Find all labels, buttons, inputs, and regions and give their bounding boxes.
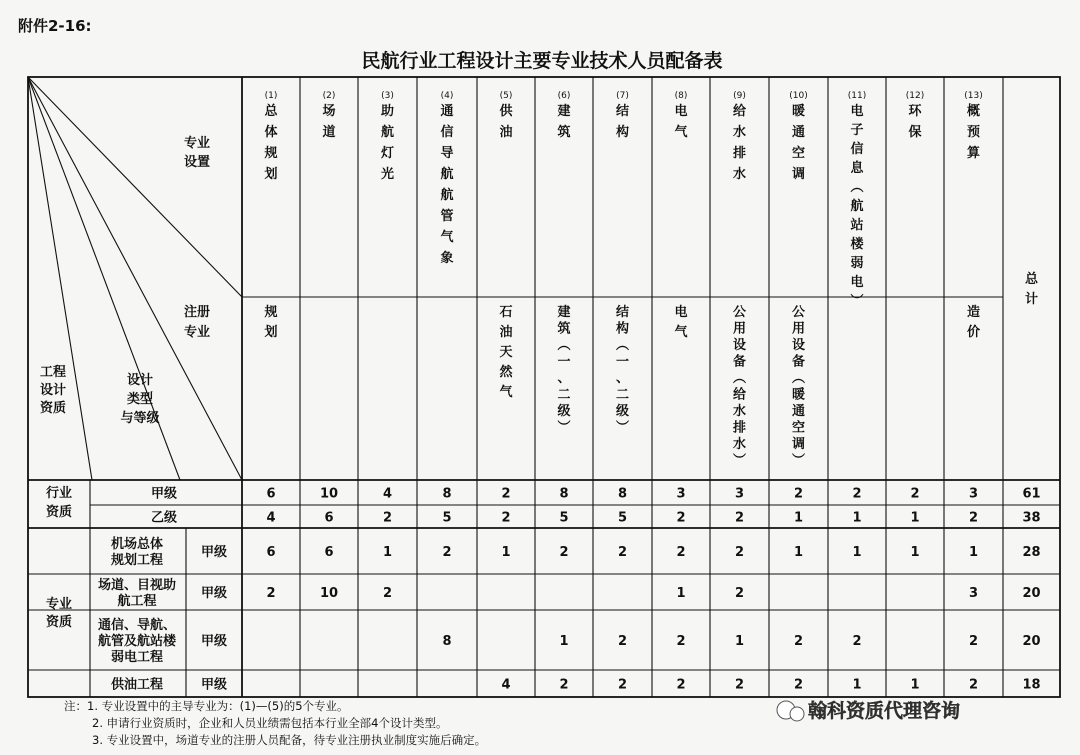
column-number: (8): [674, 91, 688, 101]
column-registered-char: 水: [732, 437, 747, 452]
table-cell-value: 6: [324, 545, 334, 560]
table-cell-value: 2: [734, 545, 745, 560]
column-registered-char: 公: [732, 305, 747, 320]
specialty-qual-2: 资质: [45, 615, 73, 630]
table-cell-value: 5: [617, 510, 628, 526]
column-registered-char: 设: [791, 338, 806, 353]
table-cell-value: 6: [324, 510, 334, 526]
table-cell-value: 3: [968, 486, 979, 502]
industry-qual-2: 资质: [45, 505, 73, 520]
column-headers: [263, 91, 1039, 469]
column-name-char: 规: [264, 146, 278, 161]
table-line: [28, 77, 242, 297]
column-registered-char: 排: [732, 420, 747, 436]
column-registered-char: 划: [264, 325, 278, 340]
column-name-char: 预: [966, 125, 981, 140]
table-cell-value: 1: [910, 545, 920, 560]
column-name-char: 助: [380, 104, 395, 119]
column-name: [908, 103, 922, 140]
table-cell-value: 1: [852, 545, 862, 560]
column-name-char: 调: [791, 167, 806, 182]
column-name-char: 弱: [850, 256, 864, 271]
table-cell-value: 20: [1022, 634, 1041, 649]
column-registered: [616, 304, 629, 436]
column-name-char: 管: [440, 209, 454, 224]
column-name-char: 水: [732, 125, 747, 140]
column-name-char: 电: [850, 275, 864, 290]
note-2: 2. 申请行业资质时，企业和人员业绩需包括本行业全部4个设计类型。: [92, 716, 448, 730]
table-cell-value: 2: [734, 586, 745, 601]
column-name: [850, 103, 864, 309]
attachment-label: 附件2-16:: [18, 17, 92, 35]
column-name-char: ︵: [850, 180, 864, 195]
table-cell-value: 28: [1022, 545, 1041, 560]
column-name-char: 建: [557, 104, 571, 119]
column-name-char: 通: [791, 125, 806, 140]
specialty-qual-1: 专业: [45, 597, 73, 612]
table-cell-value: 2: [852, 486, 862, 502]
column-registered-char: 筑: [557, 321, 571, 337]
table-cell-value: 38: [1022, 510, 1041, 526]
column-name-char: 航: [850, 199, 864, 214]
table-cell-value: 5: [442, 510, 452, 526]
column-registered-char: 电: [674, 305, 688, 320]
table-cell-value: 2: [793, 486, 804, 502]
column-total-char: 计: [1024, 292, 1039, 307]
table-values: [266, 487, 1040, 693]
column-name: [322, 103, 335, 140]
table-cell-value: 1: [852, 510, 862, 526]
column-name-char: 结: [615, 104, 630, 119]
table-cell-value: 20: [1022, 586, 1041, 601]
table-cell-value: 3: [734, 486, 745, 502]
column-registered-char: 给: [732, 387, 747, 403]
table-cell-value: 8: [559, 486, 569, 502]
corner-type-3: 与等级: [120, 411, 160, 426]
table-cell-value: 2: [968, 510, 979, 526]
column-registered-char: 气: [499, 385, 513, 400]
column-name-char: 光: [380, 167, 395, 182]
column-name-char: 电: [674, 104, 688, 119]
watermark: [777, 699, 960, 722]
column-name-char: 保: [908, 125, 922, 140]
corner-specialty-2: 设置: [183, 155, 211, 170]
table-cell-value: 2: [676, 634, 686, 649]
column-name-char: 息: [850, 161, 864, 176]
table-cell-value: 2: [559, 545, 569, 560]
specialty-grade: 甲级: [200, 634, 228, 649]
specialty-grade: 甲级: [200, 545, 228, 560]
column-registered-char: 气: [674, 325, 688, 340]
table-cell-value: 4: [501, 677, 511, 693]
column-registered-char: 级: [615, 404, 630, 419]
industry-grade: 乙级: [150, 510, 178, 526]
table-cell-value: 61: [1022, 486, 1041, 502]
table-corner-header: [28, 77, 242, 480]
table-cell-value: 6: [266, 486, 276, 502]
table-cell-value: 1: [910, 510, 920, 526]
column-number: (5): [499, 91, 513, 101]
column-registered-char: 价: [966, 325, 981, 340]
column-number: (12): [905, 91, 925, 101]
column-registered-char: 公: [791, 305, 806, 320]
specialty-type: 航管及航站楼: [97, 634, 177, 649]
column-name-char: 体: [264, 125, 278, 140]
table-cell-value: 2: [382, 510, 393, 526]
corner-registered-2: 专业: [183, 325, 211, 340]
column-registered-char: ︵: [615, 338, 630, 353]
table-cell-value: 2: [442, 545, 452, 560]
column-name: [380, 103, 394, 182]
column-name-char: 象: [440, 251, 454, 266]
corner-type-1: 设计: [126, 373, 154, 388]
wechat-icon-small: [790, 707, 804, 721]
column-number: (1): [264, 91, 278, 101]
column-registered-char: 、: [557, 371, 571, 386]
specialty-grade: 甲级: [200, 586, 228, 601]
table-cell-value: 3: [676, 486, 686, 502]
column-name-char: 油: [499, 125, 513, 140]
table-cell-value: 2: [968, 677, 979, 693]
table-cell-value: 2: [501, 510, 511, 526]
industry-grade: 甲级: [150, 486, 178, 502]
column-name-char: 环: [908, 104, 922, 119]
table-cell-value: 2: [266, 586, 276, 601]
table-cell-value: 1: [852, 677, 862, 693]
table-cell-value: 1: [734, 634, 745, 649]
column-registered-char: 然: [499, 365, 513, 380]
specialty-type: 航工程: [117, 594, 157, 609]
column-registered-char: 一: [615, 354, 630, 370]
column-name-char: 灯: [380, 146, 395, 161]
column-registered: [263, 304, 277, 340]
column-name: [733, 103, 747, 182]
column-name-char: 场: [322, 104, 336, 119]
table-cell-value: 10: [319, 486, 339, 502]
note-1: 注：1. 专业设置中的主导专业为：(1)—(5)的5个专业。: [64, 699, 349, 713]
column-name-char: 划: [264, 167, 278, 182]
column-registered-char: 用: [791, 321, 806, 337]
table-cell-value: 2: [617, 634, 628, 649]
column-registered: [967, 304, 980, 340]
column-registered-char: 构: [615, 321, 630, 337]
column-name: [440, 103, 454, 266]
table-cell-value: 2: [617, 677, 628, 693]
column-name-char: 构: [615, 125, 630, 140]
column-name-char: 航: [380, 125, 395, 140]
column-name: [499, 103, 513, 140]
column-number: (4): [440, 91, 454, 101]
table-cell-value: 2: [676, 545, 686, 560]
column-name-char: 排: [732, 146, 747, 161]
column-registered-char: ︶: [732, 453, 747, 469]
table-cell-value: 1: [559, 634, 569, 649]
column-registered-char: 、: [615, 371, 630, 386]
table-cell-value: 2: [910, 486, 920, 502]
column-name-char: 空: [791, 146, 806, 161]
column-registered-char: 二: [557, 387, 571, 403]
specialty-type: 机场总体: [110, 537, 164, 552]
table-cell-value: 8: [442, 486, 452, 502]
column-number: (11): [847, 91, 867, 101]
column-name-char: 通: [440, 104, 454, 119]
specialty-type: 弱电工程: [110, 650, 164, 665]
column-registered-char: ︶: [791, 453, 806, 469]
column-registered-char: 备: [732, 354, 747, 370]
corner-registered-1: 注册: [183, 305, 211, 320]
table-cell-value: 1: [793, 510, 804, 526]
industry-qual-1: 行业: [45, 486, 73, 501]
column-name-char: 筑: [557, 125, 571, 140]
specialty-grade: 甲级: [200, 677, 228, 693]
column-number: (9): [733, 91, 746, 101]
column-name-char: 供: [499, 104, 513, 119]
column-name: [263, 103, 278, 182]
table-cell-value: 2: [559, 677, 569, 693]
column-registered-char: 结: [615, 305, 630, 320]
column-number: (2): [322, 91, 336, 101]
specialty-type: 通信、导航、: [97, 618, 177, 633]
table-cell-value: 2: [852, 634, 862, 649]
column-name-char: 水: [732, 167, 747, 182]
column-number: (7): [616, 91, 629, 101]
column-registered: [499, 305, 513, 400]
specialty-type: 供油工程: [110, 677, 164, 693]
corner-qual-1: 工程: [39, 365, 67, 380]
column-registered-char: 石: [499, 305, 513, 320]
column-number: (13): [964, 91, 983, 101]
column-registered-char: 油: [499, 325, 513, 340]
column-name-char: 道: [322, 125, 336, 140]
column-name-char: 概: [966, 104, 981, 119]
column-registered-char: 一: [557, 354, 571, 370]
table-cell-value: 18: [1022, 677, 1041, 693]
column-name: [674, 103, 688, 140]
table-cell-value: 4: [266, 510, 276, 526]
table-cell-value: 3: [968, 586, 979, 601]
column-registered-char: 建: [557, 305, 571, 320]
column-registered-char: 用: [732, 321, 747, 337]
table-cell-value: 1: [910, 677, 920, 693]
table-cell-value: 1: [793, 545, 804, 560]
column-name: [792, 103, 805, 182]
column-name-char: 航: [440, 167, 454, 182]
column-name-char: 信: [850, 142, 864, 157]
column-registered-char: ︵: [791, 371, 806, 386]
column-registered-char: ︵: [557, 338, 571, 353]
column-name-char: 信: [440, 125, 454, 140]
column-name-char: 航: [440, 188, 454, 203]
column-name-char: 总: [264, 104, 278, 119]
table-cell-value: 1: [968, 545, 979, 560]
column-registered-char: 备: [791, 354, 806, 370]
column-registered-char: 二: [615, 387, 630, 403]
corner-type-2: 类型: [126, 392, 154, 407]
column-name: [556, 103, 570, 140]
column-total: [1025, 271, 1039, 307]
table-cell-value: 1: [501, 545, 511, 560]
column-registered-char: ︵: [732, 371, 747, 386]
table-frame: [28, 77, 1060, 697]
corner-specialty-1: 专业: [183, 136, 211, 151]
column-name-char: 子: [850, 123, 864, 138]
column-registered-char: 设: [732, 338, 747, 353]
table-cell-value: 6: [266, 545, 276, 560]
table-cell-value: 2: [793, 677, 804, 693]
column-name-char: 气: [440, 230, 454, 245]
column-registered-char: 造: [966, 305, 981, 320]
table-cell-value: 10: [319, 586, 339, 601]
table-cell-value: 8: [442, 634, 452, 649]
column-name-char: 暖: [791, 104, 806, 119]
table-cell-value: 2: [734, 677, 745, 693]
column-registered-char: 水: [732, 404, 747, 419]
column-number: (3): [381, 91, 394, 101]
column-registered-char: 天: [499, 345, 513, 360]
column-name-char: 导: [440, 146, 454, 161]
table-cell-value: 4: [382, 486, 393, 502]
column-number: (10): [789, 91, 808, 101]
column-registered-char: 空: [791, 420, 806, 436]
table-grid: [28, 77, 1060, 697]
column-registered-char: 暖: [791, 387, 806, 403]
corner-qual-2: 设计: [39, 383, 67, 398]
table-cell-value: 8: [617, 486, 628, 502]
column-name-char: 站: [850, 218, 864, 233]
table-cell-value: 2: [734, 510, 745, 526]
column-name-char: 气: [674, 125, 688, 140]
column-name: [616, 103, 629, 140]
row-labels: [46, 485, 227, 693]
column-name-char: ︶: [850, 294, 864, 309]
column-name: [967, 103, 980, 161]
table-title: 民航行业工程设计主要专业技术人员配备表: [361, 50, 723, 72]
column-total-char: 总: [1024, 272, 1039, 287]
column-registered: [556, 304, 570, 436]
column-registered-char: 通: [791, 404, 806, 419]
column-registered-char: 调: [791, 437, 806, 452]
table-cell-value: 1: [382, 545, 393, 560]
specialty-type: 规划工程: [110, 553, 164, 568]
note-3: 3. 专业设置中，场道专业的注册人员配备，待专业注册执业制度实施后确定。: [92, 733, 487, 747]
watermark-text: 翰科资质代理咨询: [808, 700, 961, 722]
column-registered: [674, 304, 688, 340]
column-name-char: 楼: [850, 237, 864, 252]
table-cell-value: 1: [676, 586, 686, 601]
table-cell-value: 2: [617, 545, 628, 560]
table-cell-value: 2: [501, 486, 511, 502]
column-registered-char: 级: [557, 404, 571, 419]
table-cell-value: 2: [676, 677, 686, 693]
column-registered: [733, 305, 747, 469]
table-cell-value: 5: [559, 510, 569, 526]
table-cell-value: 2: [382, 586, 393, 601]
table-cell-value: 2: [793, 634, 804, 649]
column-registered: [792, 305, 806, 469]
column-name-char: 算: [966, 146, 981, 161]
specialty-type: 场道、目视助: [97, 578, 177, 593]
corner-qual-3: 资质: [39, 401, 67, 416]
column-registered-char: ︶: [615, 420, 630, 436]
column-number: (6): [557, 91, 571, 101]
column-name-char: 给: [732, 104, 747, 119]
table-cell-value: 2: [968, 634, 979, 649]
column-name-char: 电: [850, 104, 864, 119]
column-registered-char: ︶: [557, 420, 571, 436]
column-registered-char: 规: [264, 305, 278, 320]
table-cell-value: 2: [676, 510, 686, 526]
